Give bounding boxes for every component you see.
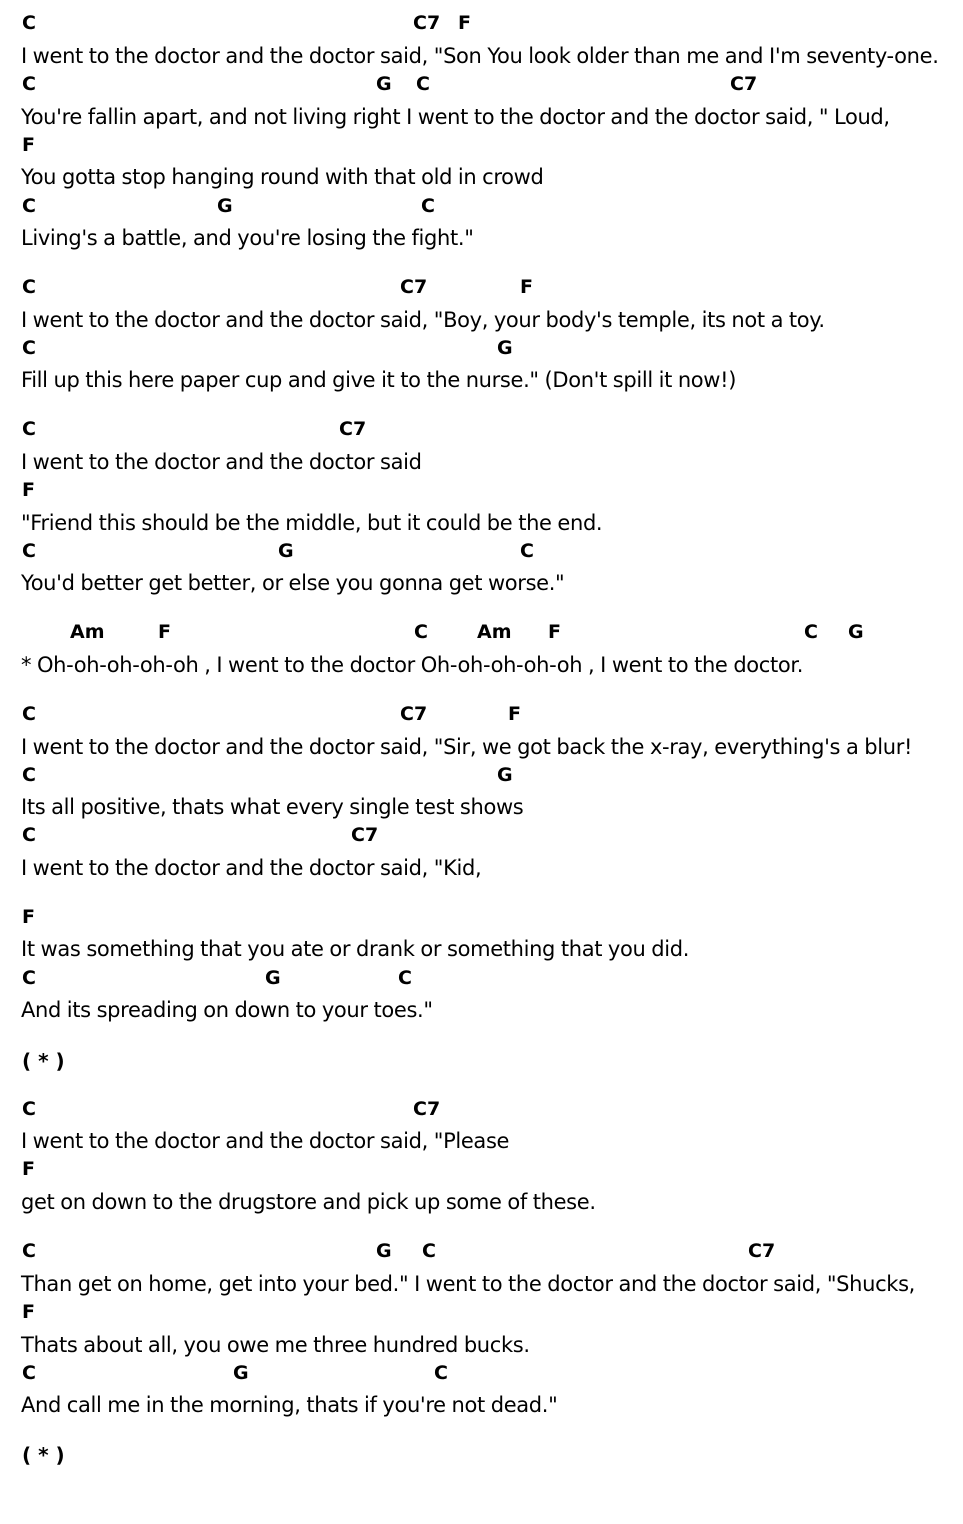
chord: F [22,134,35,156]
chord-line [22,965,963,991]
chord: C [22,764,36,786]
chord: C [22,337,36,359]
chord: Am [477,621,512,643]
chord: C [22,967,36,989]
chord: C [434,1362,448,1384]
chord: C [398,967,412,989]
chord: F [22,1158,35,1180]
lyric-line: Its all positive, thats what every single test shows [21,795,524,819]
chord: C [22,12,36,34]
lyric-line: It was something that you ate or drank or something that you did. [21,937,690,961]
lyric-line: And its spreading on down to your toes." [21,998,433,1022]
chorus-marker: ( * ) [22,1049,65,1073]
chord: C [22,1240,36,1262]
lyric-line: "Friend this should be the middle, but it could be the end. [21,511,603,535]
chord: C7 [400,276,428,298]
chord: F [22,479,35,501]
chord: C [520,540,534,562]
chord-line [22,1238,963,1264]
chord: C [22,418,36,440]
chord-line [22,1360,963,1386]
lyric-line: You'd better get better, or else you gonna get worse." [21,571,565,595]
chord-line [22,1156,963,1182]
chord-line [22,619,963,645]
lyric-line: You're fallin apart, and not living right I went to the doctor and the doctor said, " Loud, [21,105,890,129]
lyric-line: Thats about all, you owe me three hundred bucks. [21,1333,530,1357]
chord-line [22,335,963,361]
chord: F [458,12,471,34]
lyric-line: Living's a battle, and you're losing the fight." [21,226,474,250]
chord-line [22,71,963,97]
chord: G [376,73,392,95]
lyric-line: I went to the doctor and the doctor said, "Please [21,1129,510,1153]
chord: G [278,540,294,562]
lyric-line: I went to the doctor and the doctor said, "Boy, your body's temple, its not a toy. [21,308,825,332]
chorus-marker: ( * ) [22,1443,65,1467]
chord-line [22,538,963,564]
chord: G [376,1240,392,1262]
chord: G [217,195,233,217]
chord: C [22,824,36,846]
lyric-line: Than get on home, get into your bed." I went to the doctor and the doctor said, "Shucks, [21,1272,916,1296]
lyric-line: You gotta stop hanging round with that old in crowd [21,165,544,189]
chord-line [22,1299,963,1325]
chord-line [22,416,963,442]
chord: C [422,1240,436,1262]
chord: F [520,276,533,298]
chord: C [22,195,36,217]
chord: C7 [730,73,758,95]
chord-line [22,274,963,300]
chord-line [22,1096,963,1122]
chord-line [22,904,963,930]
lyric-line: I went to the doctor and the doctor said, "Son You look older than me and I'm seventy-one. [21,44,939,68]
chord: C [416,73,430,95]
chord: C7 [339,418,367,440]
chord: F [22,906,35,928]
chord: C [22,1362,36,1384]
chord: C [421,195,435,217]
lyric-line: I went to the doctor and the doctor said [21,450,422,474]
chord: C [22,73,36,95]
chord: G [233,1362,249,1384]
lyric-line: get on down to the drugstore and pick up some of these. [21,1190,596,1214]
chord: C [22,1098,36,1120]
chord: C7 [400,703,428,725]
chord: C [22,540,36,562]
lyric-line: I went to the doctor and the doctor said, "Sir, we got back the x-ray, everything's a blur! [21,735,913,759]
chord: C [22,703,36,725]
chord: C7 [351,824,379,846]
chord-line [22,193,963,219]
chord-line [22,477,963,503]
chord-line [22,701,963,727]
chord: G [497,764,513,786]
chord-line [22,762,963,788]
lyric-line: Fill up this here paper cup and give it to the nurse." (Don't spill it now!) [21,368,737,392]
chord: G [848,621,864,643]
chord: C7 [748,1240,776,1262]
chord: Am [70,621,105,643]
chord-line [22,132,963,158]
chord: C [804,621,818,643]
chord: C7 [413,12,441,34]
chord-line [22,10,963,36]
chord-line [22,822,963,848]
chord: F [508,703,521,725]
chord: C7 [413,1098,441,1120]
chord: C [414,621,428,643]
chord: C [22,276,36,298]
chord: F [548,621,561,643]
chord: G [265,967,281,989]
lyric-line: And call me in the morning, thats if you're not dead." [21,1393,558,1417]
lyric-line: * Oh-oh-oh-oh-oh , I went to the doctor Oh-oh-oh-oh-oh , I went to the doctor. [21,653,804,677]
chord: F [158,621,171,643]
chord: F [22,1301,35,1323]
lyric-line: I went to the doctor and the doctor said, "Kid, [21,856,482,880]
chord: G [497,337,513,359]
